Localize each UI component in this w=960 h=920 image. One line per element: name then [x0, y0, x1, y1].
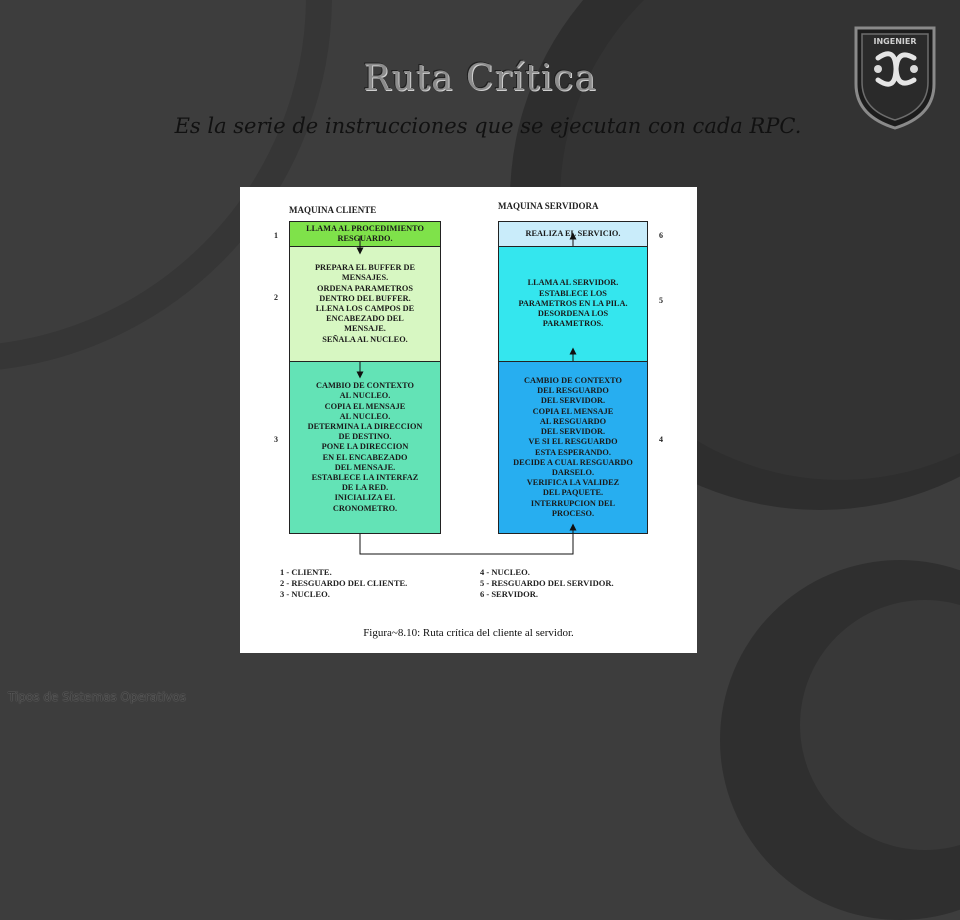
server-step-6-box: REALIZA EL SERVICIO. — [498, 221, 648, 247]
slide-subtitle: Es la serie de instrucciones que se ejecutan con cada RPC. — [174, 114, 802, 138]
connector-line — [360, 534, 573, 554]
svg-text:INGENIER: INGENIER — [873, 37, 917, 46]
flow-arrows — [240, 187, 697, 567]
client-step-1-box: LLAMA AL PROCEDIMIENTO RESGUARDO. — [289, 221, 441, 247]
server-step-4-box: CAMBIO DE CONTEXTO DEL RESGUARDO DEL SERVIDOR. COPIA EL MENSAJE AL RESGUARDO DEL SERVIDOR. VE SI EL RESGUARDO ESTA ESPERANDO. DECIDE A CUAL RESGUARDO DARSELO. VERIFICA LA VALIDEZ DEL PAQUETE. INTERRUPCION DEL PROCESO. — [498, 361, 648, 534]
step-number: 3 — [274, 435, 278, 444]
legend-client: 1 - CLIENTE. 2 - RESGUARDO DEL CLIENTE. 3 - NUCLEO. — [280, 567, 408, 599]
step-number: 2 — [274, 293, 278, 302]
university-shield-logo — [852, 24, 938, 130]
server-step-5-box: LLAMA AL SERVIDOR. ESTABLECE LOS PARAMETROS EN LA PILA. DESORDENA LOS PARAMETROS. — [498, 246, 648, 362]
slide-title: Ruta Crítica — [363, 58, 597, 99]
step-number: 5 — [659, 296, 663, 305]
client-step-3-box: CAMBIO DE CONTEXTO AL NUCLEO. COPIA EL MENSAJE AL NUCLEO. DETERMINA LA DIRECCION DE DESTINO. PONE LA DIRECCION EN EL ENCABEZADO DEL MENSAJE. ESTABLECE LA INTERFAZ DE LA RED. INICIALIZA EL CRONOMETRO. — [289, 361, 441, 534]
step-number: 1 — [274, 231, 278, 240]
rpc-critical-path-figure — [240, 187, 697, 653]
server-machine-header: MAQUINA SERVIDORA — [498, 201, 599, 211]
legend-server: 4 - NUCLEO. 5 - RESGUARDO DEL SERVIDOR. 6 - SERVIDOR. — [480, 567, 614, 599]
step-number: 6 — [659, 231, 663, 240]
step-number: 4 — [659, 435, 663, 444]
client-machine-header: MAQUINA CLIENTE — [289, 205, 377, 215]
slide-footer: Tipos de Sistemas Operativos — [8, 690, 187, 704]
client-step-2-box: PREPARA EL BUFFER DE MENSAJES. ORDENA PARAMETROS DENTRO DEL BUFFER. LLENA LOS CAMPOS DE ENCABEZADO DEL MENSAJE. SEÑALA AL NUCLEO. — [289, 246, 441, 362]
figure-caption: Figura~8.10: Ruta crítica del cliente al servidor. — [363, 627, 574, 639]
